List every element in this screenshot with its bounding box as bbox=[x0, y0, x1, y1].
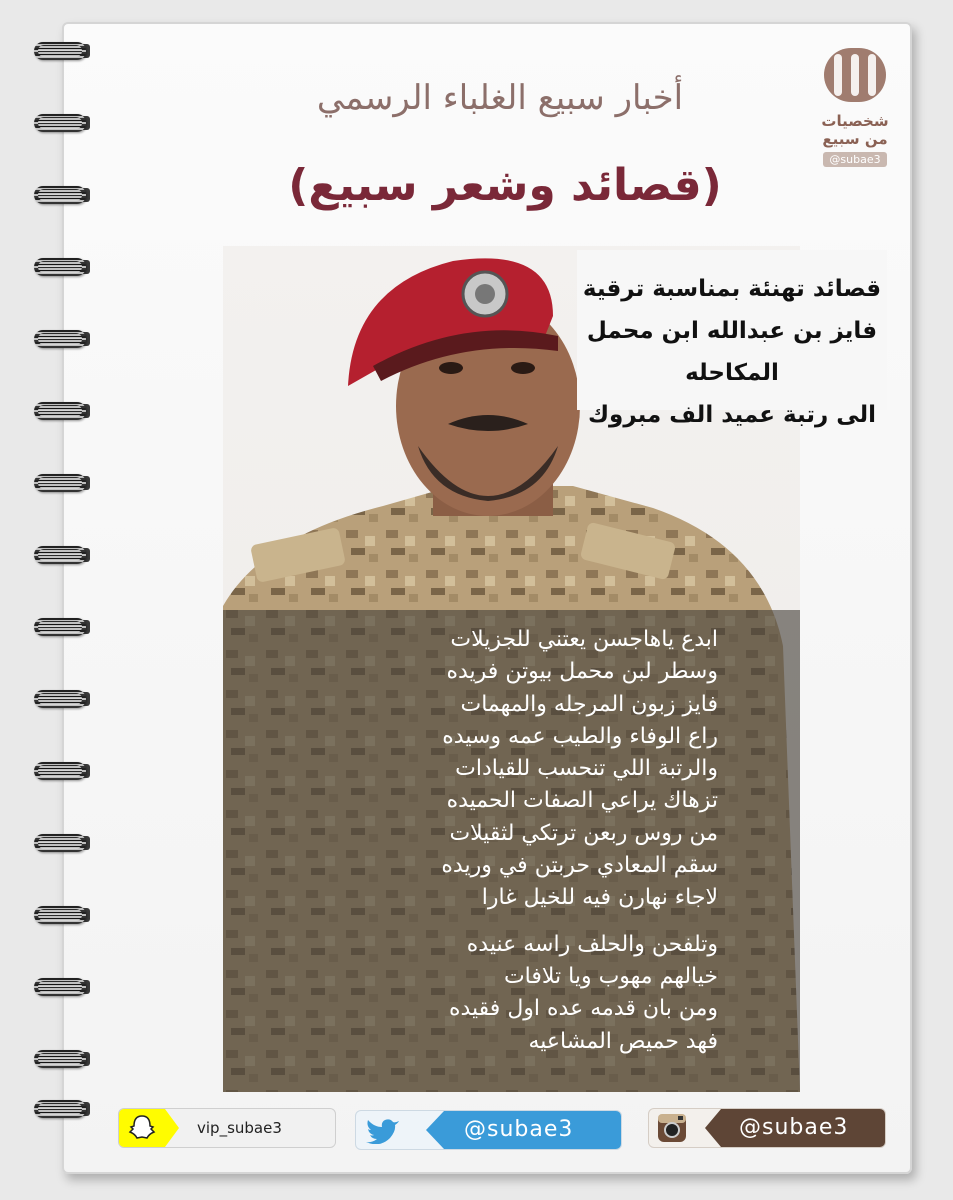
header-subtitle: (قصائد وشعر سبيع) bbox=[288, 160, 722, 211]
poem-line: فايز زبون المرجله والمهمات bbox=[460, 691, 718, 717]
poem-line: من روس ربعن ترتكي لثقيلات bbox=[449, 820, 718, 846]
poem-line: ابدع ياهاجسن يعتني للجزيلات bbox=[450, 627, 718, 652]
poem-line: والرتبة اللي تنحسب للقيادات bbox=[455, 756, 718, 782]
poem-line: لاجاء نهارن فيه للخيل غارا bbox=[481, 885, 718, 911]
poem-text bbox=[248, 624, 718, 1058]
brand-logo bbox=[812, 38, 898, 167]
logo-text-line2: من سبيع bbox=[822, 130, 888, 148]
caption-line3: الى رتبة عميد الف مبروك bbox=[587, 402, 877, 428]
poem-box bbox=[223, 610, 800, 1092]
logo-handle: @subae3 bbox=[823, 152, 886, 167]
poem-line: ومن بان قدمه عده اول فقيده bbox=[448, 996, 718, 1022]
instagram-camera-icon bbox=[657, 1113, 687, 1143]
caption-line1: قصائد تهنئة بمناسبة ترقية bbox=[582, 276, 882, 302]
poem-line: وسطر لبن محمل بيوتن فريده bbox=[446, 659, 718, 685]
poem-line: فهد حميص المشاعيه bbox=[528, 1028, 718, 1054]
poem-line: وتلفحن والحلف راسه عنيده bbox=[466, 931, 718, 957]
logo-mark-icon bbox=[820, 38, 890, 108]
snapchat-ghost-icon bbox=[127, 1114, 157, 1142]
poem-line: خيالهم مهوب ويا تلافات bbox=[503, 963, 718, 989]
twitter-link[interactable] bbox=[355, 1110, 622, 1150]
instagram-link[interactable] bbox=[648, 1108, 886, 1148]
twitter-handle: @subae3 bbox=[464, 1117, 574, 1142]
poem-line: سقم المعادي حربتن في وريده bbox=[441, 853, 718, 879]
snapchat-link[interactable] bbox=[118, 1108, 336, 1148]
snapchat-handle: vip_subae3 bbox=[197, 1119, 282, 1137]
header-title: أخبار سبيع الغلباء الرسمي bbox=[316, 78, 684, 118]
caption-line2: فايز بن عبدالله ابن محمل المكاحله bbox=[586, 318, 878, 386]
poem-line: تزهاك يراعي الصفات الحميده bbox=[446, 788, 718, 814]
caption-box bbox=[577, 250, 887, 428]
poem-line: راع الوفاء والطيب عمه وسيده bbox=[442, 723, 718, 749]
logo-text-line1: شخصيات bbox=[821, 112, 889, 130]
twitter-bird-icon bbox=[366, 1118, 400, 1144]
instagram-handle: @subae3 bbox=[739, 1115, 849, 1140]
spiral-binding bbox=[28, 40, 98, 1140]
